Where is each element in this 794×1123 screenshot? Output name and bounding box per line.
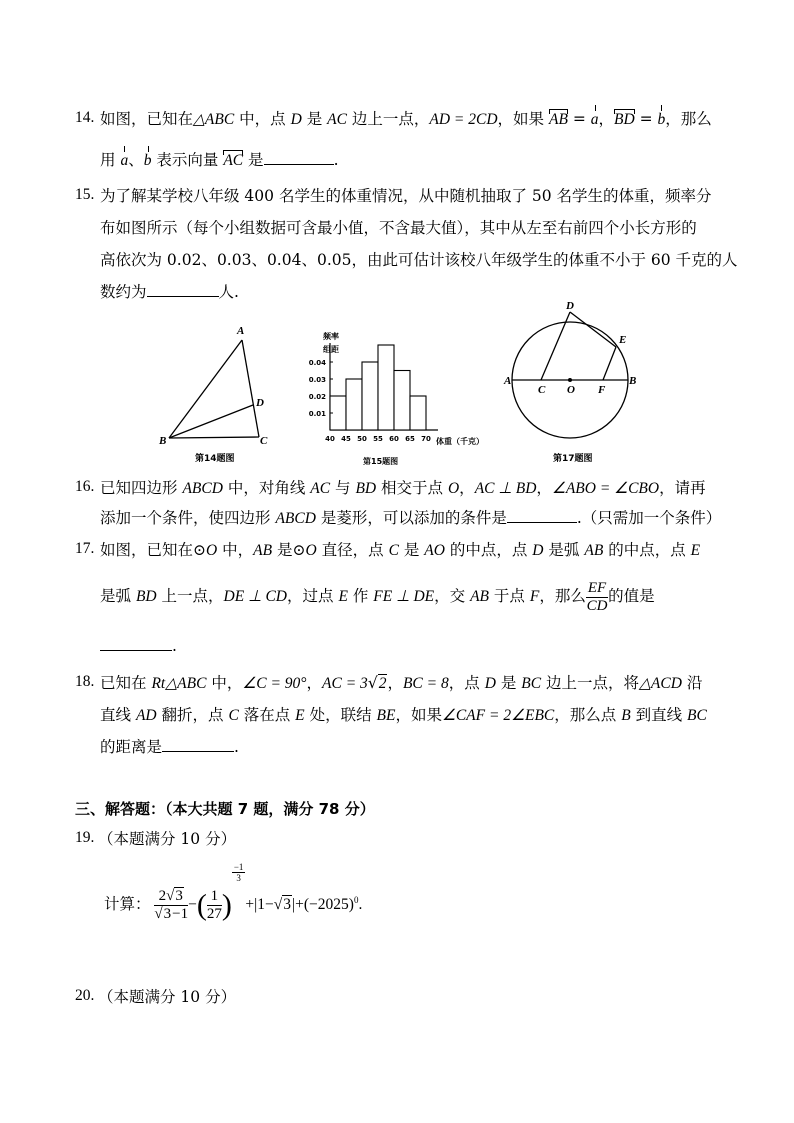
fraction-1-27: $\frac{1}{27}$	[206, 887, 222, 922]
y-tick-label: 0.04	[308, 359, 326, 367]
figure-17-caption: 第17题图	[553, 454, 593, 464]
figure-14	[155, 320, 280, 465]
vector-ab: AB	[548, 111, 568, 128]
answer-blank[interactable]	[147, 282, 219, 297]
x-tick-label: 45	[341, 435, 351, 443]
vector-bd: BD	[614, 111, 635, 128]
label-o: O	[567, 384, 575, 396]
q15-line4: 数约为 人.	[100, 283, 239, 301]
histogram-bar	[394, 371, 410, 431]
ylabel-top: 频率	[323, 332, 339, 341]
y-tick-label: 0.02	[308, 393, 326, 401]
label-b: B	[159, 435, 167, 447]
x-tick-label: 55	[373, 435, 383, 443]
q17-number: 17.	[75, 540, 95, 557]
vector-a: a	[590, 111, 599, 128]
q18-number: 18.	[75, 673, 95, 690]
answer-blank[interactable]	[507, 508, 577, 523]
q17-line1: 如图，已知在⊙O 中，AB 是⊙O 直径，点 C 是 AO 的中点，点 D 是弧 AB 的中点，点 E	[100, 541, 701, 559]
q19-expression: 计算： $\frac{2√3}{√3-1}$ −( $\frac{1}{27}$ ) $\frac{-1}{3}$ $+|1-√3|+(-2025)^0$.	[104, 862, 363, 922]
section-3-title: 三、解答题：（本大共题 7 题，满分 78 分）	[75, 800, 375, 818]
q18-line1: 已知在 Rt△ABC 中，∠C = 90°，AC = 3√2，BC = 8，点 D 是 BC 边上一点，将△ACD 沿	[100, 674, 703, 692]
y-tick-label: 0.01	[308, 410, 326, 418]
q14-number: 14.	[75, 109, 95, 126]
figure-15-caption: 第15题图	[363, 457, 399, 466]
q19-score: （本题满分 10 分）	[98, 830, 237, 848]
x-tick-label: 60	[389, 435, 399, 443]
q17-line3: .	[100, 636, 177, 656]
x-tick-label: 65	[405, 435, 415, 443]
fraction-ef-cd: $\frac{EF}{CD}$	[586, 579, 608, 614]
answer-blank[interactable]	[100, 636, 172, 651]
y-tick-label: 0.03	[308, 376, 326, 384]
q14-line2: 用 a、b 表示向量 AC 是 .	[100, 151, 339, 169]
fraction-2sqrt3: $\frac{2√3}{√3-1}$	[154, 887, 189, 922]
q18-line3: 的距离是 .	[100, 738, 239, 756]
label-c: C	[538, 384, 546, 396]
histogram-bar	[378, 345, 394, 430]
ylabel-bottom: 组距	[323, 345, 339, 354]
q16-line1: 已知四边形 ABCD 中，对角线 AC 与 BD 相交于点 O，AC ⊥ BD，∠ABO = ∠CBO，请再	[100, 479, 706, 497]
x-axis-label: 体重（千克）	[436, 437, 484, 446]
q14-line1: 如图，已知在△ABC 中，点 D 是 AC 边上一点，AD = 2CD，如果 AB = a，BD = b，那么	[100, 110, 712, 128]
q15-line2: 布如图所示（每个小组数据可含最小值，不含最大值），其中从左至右前四个小长方形的	[100, 219, 697, 237]
q15-line3: 高依次为 0.02、0.03、0.04、0.05，由此可估计该校八年级学生的体重不小于 60 千克的人	[100, 251, 738, 269]
answer-blank[interactable]	[162, 737, 234, 752]
q18-line2: 直线 AD 翻折，点 C 落在点 E 处，联结 BE，如果∠CAF = 2∠EBC，那么点 B 到直线 BC	[100, 706, 707, 724]
label-d: D	[566, 300, 574, 312]
histogram-bar	[410, 396, 426, 430]
q16-line2: 添加一个条件，使四边形 ABCD 是菱形，可以添加的条件是 .（只需加一个条件）	[100, 509, 722, 527]
vector-b: b	[657, 111, 666, 128]
figure-15-histogram	[305, 325, 495, 470]
histogram-bar	[362, 362, 378, 430]
label-b: B	[629, 375, 637, 387]
figure-14-caption: 第14题图	[195, 454, 235, 464]
label-c: C	[260, 435, 268, 447]
q19-number: 19.	[75, 829, 95, 846]
q15-number: 15.	[75, 186, 95, 203]
q20-number: 20.	[75, 987, 95, 1004]
q17-line2: 是弧 BD 上一点，DE ⊥ CD，过点 E 作 FE ⊥ DE，交 AB 于点 F，那么 $\frac{EF}{CD}$ 的值是	[100, 579, 655, 614]
vector-ac: AC	[223, 152, 244, 169]
label-a: A	[504, 375, 512, 387]
answer-blank[interactable]	[264, 150, 334, 165]
histogram-bar	[346, 379, 362, 430]
q15-line1: 为了解某学校八年级 400 名学生的体重情况，从中随机抽取了 50 名学生的体重，频率分	[100, 187, 712, 205]
x-tick-label: 50	[357, 435, 367, 443]
x-tick-label: 70	[421, 435, 431, 443]
label-e: E	[619, 334, 627, 346]
label-f: F	[598, 384, 606, 396]
q20-score: （本题满分 10 分）	[98, 988, 237, 1006]
exponent-neg-one-third: $\frac{-1}{3}$	[233, 862, 244, 883]
figure-17	[500, 300, 650, 470]
label-d: D	[256, 397, 264, 409]
label-a: A	[237, 325, 245, 337]
q16-number: 16.	[75, 478, 95, 495]
x-tick-label: 40	[325, 435, 335, 443]
